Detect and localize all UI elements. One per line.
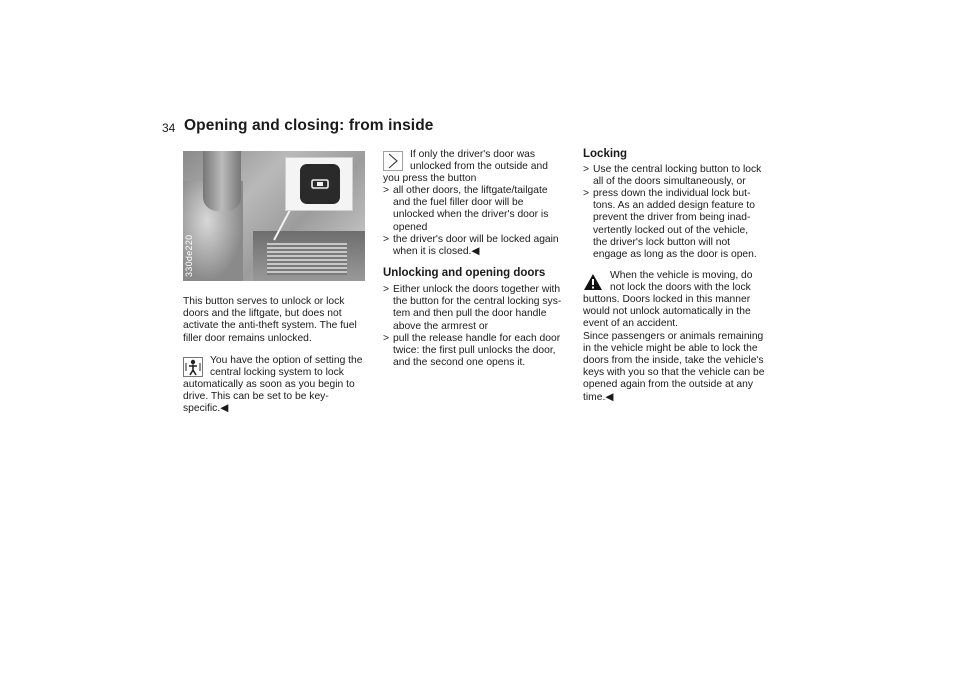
bullet-marker: > [383, 333, 390, 344]
page-number: 34 [162, 121, 176, 135]
middle-bullet-text: the driver's door will be locked again when it is closed.◀ [393, 234, 559, 258]
locking-button-photo [183, 151, 365, 281]
gear-lever [203, 151, 241, 211]
right-bullet-text: Use the central locking button to lock all of the doors simultaneously, or [593, 164, 762, 188]
note-arrow-icon [383, 151, 403, 171]
middle-note-rest: you press the button [383, 173, 477, 184]
left-note-rest: automatically as soon as you begin to drive. This can be set to be key- specific.◀ [183, 379, 355, 415]
section-heading-unlocking: Unlocking and opening doors [383, 267, 546, 279]
bullet-marker: > [583, 188, 590, 199]
right-bullet-text: press down the individual lock but- tons. As an added design feature to prevent the driver from being inad- vertently locked out of the vehicle, the driver's lock button will not engage as long as the door is open. [593, 188, 757, 261]
lock-button-icon [300, 164, 340, 204]
left-intro: This button serves to unlock or lock doors and the liftgate, but does not activate the anti-theft system. The fuel filler door remains unlocked. [183, 296, 357, 344]
photo-code: 330de220 [184, 234, 194, 277]
section-heading-locking: Locking [583, 148, 628, 160]
middle-bullet-text: Either unlock the doors together with the button for the central locking sys- tem and then pull the door handle above the armrest or [393, 284, 562, 332]
page-title: Opening and closing: from inside [184, 117, 434, 134]
left-note-first: You have the option of setting the central locking system to lock [210, 355, 363, 379]
console-cover [267, 243, 347, 275]
person-arrows-icon [183, 357, 203, 377]
right-warning-first: When the vehicle is moving, do not lock the doors with the lock [610, 270, 753, 294]
middle-bullet-text: all other doors, the liftgate/tailgate and the fuel filler door will be unlocked when the driver's door is opened [393, 185, 549, 233]
middle-bullet-text: pull the release handle for each door twice: the first pull unlocks the door, and the second one opens it. [393, 333, 561, 369]
bullet-marker: > [583, 164, 590, 175]
bullet-marker: > [383, 234, 390, 245]
button-inset [285, 157, 353, 211]
warning-triangle-icon [583, 272, 603, 292]
bullet-marker: > [383, 284, 390, 295]
middle-note-first: If only the driver's door was unlocked from the outside and [410, 149, 548, 173]
right-warning-rest: buttons. Doors locked in this manner would not unlock automatically in the event of an accident. Since passengers or animals remaining in the vehicle might be able to lock the doors from the inside, take the vehicle's keys with you so that the vehicle can be opened again from the outside at any time.◀ [583, 294, 765, 403]
bullet-marker: > [383, 185, 390, 196]
